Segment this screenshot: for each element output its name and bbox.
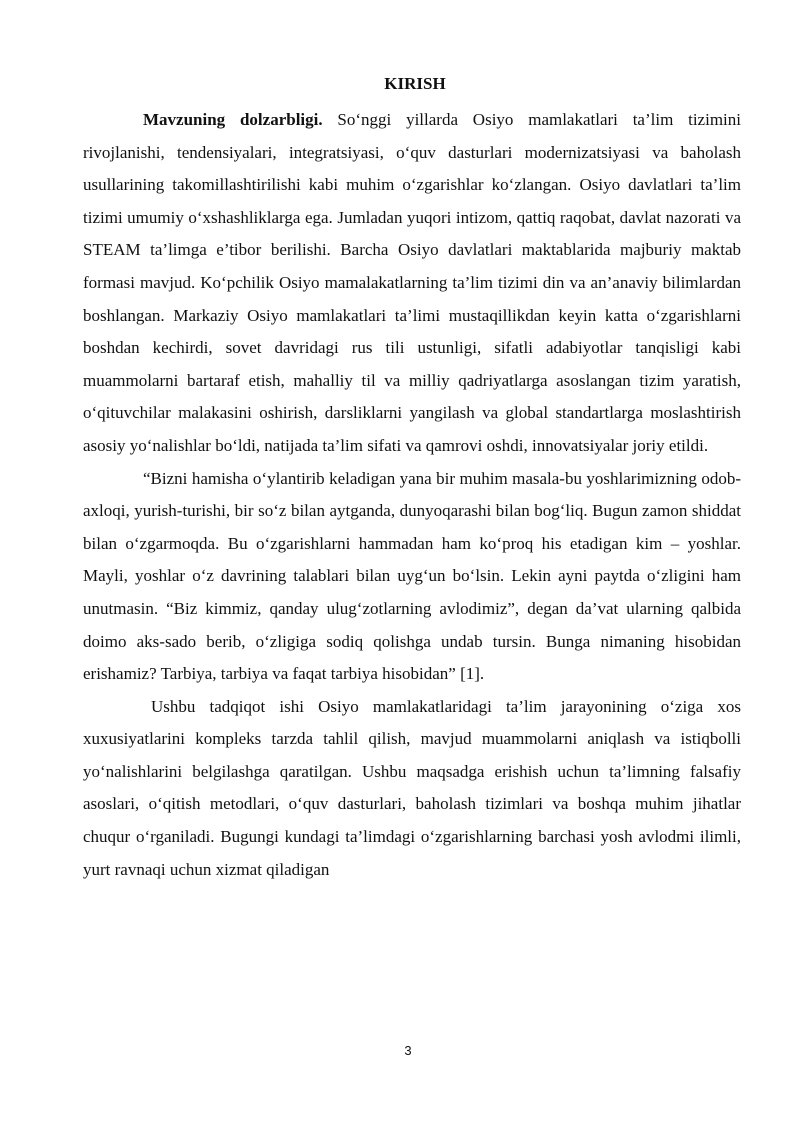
paragraph-text: “Bizni hamisha o‘ylantirib keladigan yana bir muhim masala-bu yoshlarimizning odob-axloqi, yurish-turishi, bir so‘z bilan aytganda, dunyoqarashi bilan bog‘liq. Bugun zamon shiddat bilan o‘zgarmoqda. Bu o‘zgarishlarni hammadan ham ko‘proq his etadigan kim – yoshlar. Mayli, yoshlar o‘z davrining talablari bilan uyg‘un bo‘lsin. Lekin ayni paytda o‘zligini ham unutmasin. “Biz kimmiz, qanday ulug‘zotlarning avlodimiz”, degan da’vat ularning qalbida doimo aks-sado berib, o‘zligiga sodiq qolishga undab tursin. Bunga nimaning hisobidan erishamiz? Tarbiya, tarbiya va faqat tarbiya hisobidan” [1]. xyxy=(83,468,741,684)
paragraph-lead: Mavzuning dolzarbligi. xyxy=(143,110,323,129)
paragraph-quote xyxy=(83,463,741,691)
paragraph-text: Ushbu tadqiqot ishi Osiyo mamlakatlaridagi ta’lim jarayonining o‘ziga xos xuxusiyatlarini kompleks tarzda tahlil qilish, mavjud muammolarni aniqlash va istiqbolli yo‘nalishlarini belgilashga qaratilgan. Ushbu maqsadga erishish uchun ta’limning falsafiy asoslari, o‘qitish metodlari, o‘quv dasturlari, baholash tizimlari va boshqa muhim jihatlar chuqur o‘rganiladi. Bugungi kundagi ta’limdagi o‘zgarishlarning barchasi yosh avlodmi ilimli, yurt ravnaqi uchun xizmat qiladigan xyxy=(83,696,741,879)
section-title: KIRISH xyxy=(384,74,446,93)
page-number: 3 xyxy=(404,1043,412,1058)
document-body xyxy=(83,72,741,886)
paragraph-research-aim xyxy=(83,691,741,887)
paragraph-text: So‘nggi yillarda Osiyo mamlakatlari ta’lim tizimini rivojlanishi, tendensiyalari, integratsiyasi, o‘quv dasturlari modernizatsiyasi va baholash usullarining takomillashtirilishi kabi muhim o‘zgarishlar ko‘zlangan. Osiyo davlatlari ta’lim tizimi umumiy o‘xshashliklarga ega. Jumladan yuqori intizom, qattiq raqobat, davlat nazorati va STEAM ta’limga e’tibor berilishi. Barcha Osiyo davlatlari maktablarida majburiy maktab formasi mavjud. Ko‘pchilik Osiyo mamalakatlarning ta’lim tizimi din va an’anaviy bilimlardan boshlangan. Markaziy Osiyo mamlakatlari ta’limi mustaqillikdan keyin katta o‘zgarishlarni boshdan kechirdi, sovet davridagi rus tili ustunligi, sifatli adabiyotlar tanqisligi kabi muammolarni bartaraf etish, mahalliy til va milliy qadriyatlarga asoslangan tizim yaratish, o‘qituvchilar malakasini oshirish, darsliklarni yangilash va global standartlarga moslashtirish asosiy yo‘nalishlar bo‘ldi, natijada ta’lim sifati va qamrovi oshdi, innovatsiyalar joriy etildi. xyxy=(83,110,741,455)
paragraph-relevance xyxy=(83,104,741,463)
